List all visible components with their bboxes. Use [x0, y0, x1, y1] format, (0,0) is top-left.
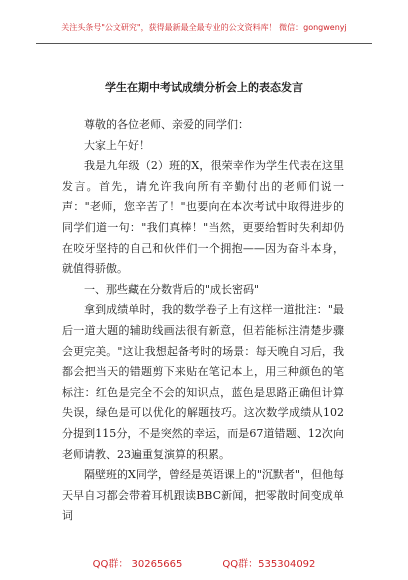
section-heading: 一、那些藏在分数背后的"成长密码" [84, 282, 260, 296]
document-body [62, 115, 344, 527]
footer-qq-group-1: QQ群： 30265665 [92, 559, 183, 570]
header-divider [36, 43, 372, 44]
salutation: 大家上午好！ [84, 138, 150, 152]
header-notice: 关注头条号"公文研究"，获得最新最全最专业的公文资料库！ 微信：gongwenyj [61, 23, 347, 32]
paragraph-math: 拿到成绩单时，我的数学卷子上有这样一道批注："最后一道大题的辅助线画法很有新意，但若能标注清楚步骤会更完美。"这让我想起备考时的场景：每天晚自习后，我都会把当天的错题剪下来贴在笔记本上，用三种颜色的笔标注：红色是完全不会的知识点，蓝色是思路正确但计算失误，绿色是可以优化的解题技巧。这次数学成绩从102分提到115分，不是突然的幸运，而是67道错题、12次向老师请教、23遍重复演算的积累。 [62, 303, 344, 461]
paragraph-english: 隔壁班的X同学，曾经是英语课上的"沉默者"，但他每天早自习都会带着耳机跟读BBC新闻，把零散时间变成单词 [62, 468, 344, 523]
footer-qq-group-2: QQ群：535304092 [222, 559, 316, 570]
footer-contact [0, 555, 408, 570]
paragraph-intro: 我是九年级（2）班的X，很荣幸作为学生代表在这里发言。首先，请允许我向所有辛勤付出的老师们说一声："老师，您辛苦了！"也要向在本次考试中取得进步的同学们道一句："我们真棒！"当然，更要给暂时失利却仍在咬牙坚持的自己和伙伴们一个拥抱——因为奋斗本身，就值得骄傲。 [62, 159, 344, 276]
document-title: 学生在期中考试成绩分析会上的表态发言 [105, 81, 303, 94]
greeting: 尊敬的各位老师、亲爱的同学们： [84, 118, 249, 131]
